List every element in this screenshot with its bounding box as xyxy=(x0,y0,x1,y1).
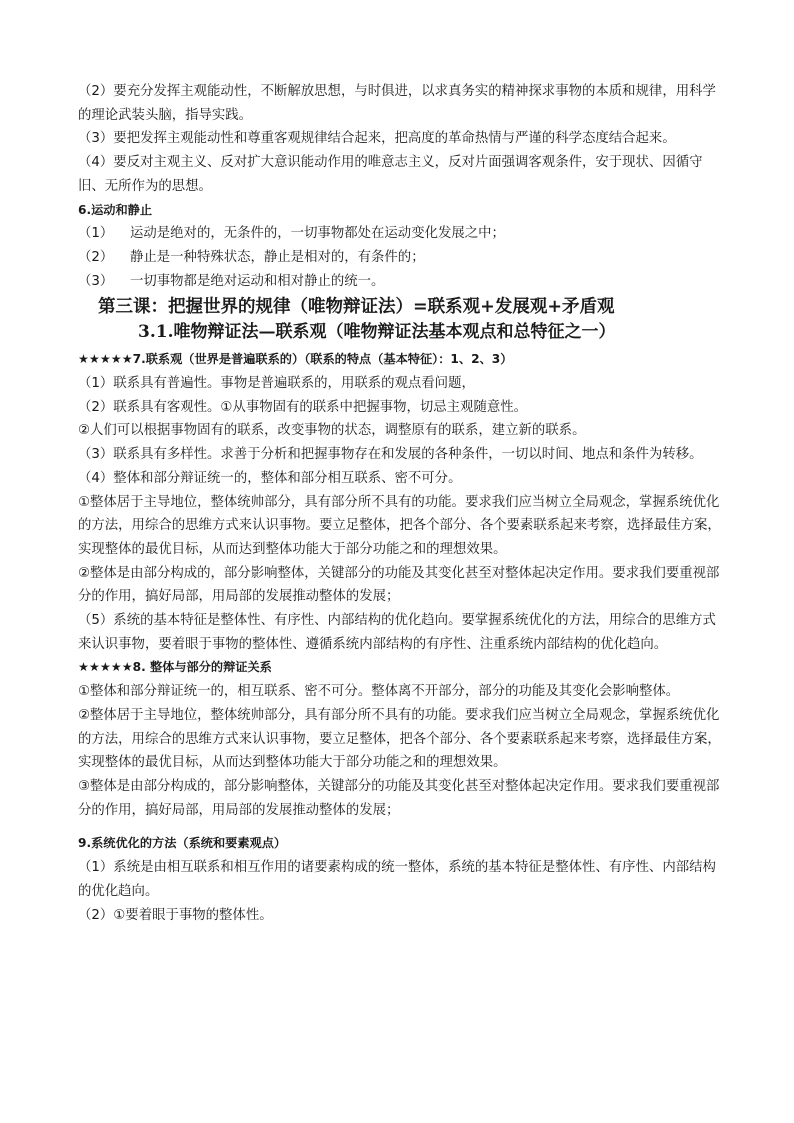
section-6-heading: 6.运动和静止 xyxy=(78,202,153,217)
intro-paragraph: （2）要充分发挥主观能动性，不断解放思想，与时俱进，以求真务实的精神探求事物的本质和规律，用科学的理论武装头脑，指导实践。 xyxy=(78,84,716,123)
item-text: 一切事物都是绝对运动和相对静止的统一。 xyxy=(130,273,385,289)
paragraph: （3）联系具有多样性。求善于分析和把握事物存在和发展的各种条件，一切以时间、地点和条件为转移。 xyxy=(78,447,703,463)
intro-paragraph: （3）要把发挥主观能动性和尊重客观规律结合起来，把高度的革命热情与严谨的科学态度结合起来。 xyxy=(78,131,676,147)
list-item xyxy=(78,246,728,270)
paragraph: ②人们可以根据事物固有的联系，改变事物的状态，调整原有的联系，建立新的联系。 xyxy=(78,423,586,439)
item-text: 运动是绝对的，无条件的，一切事物都处在运动变化发展之中； xyxy=(130,226,505,242)
list-item xyxy=(78,270,728,294)
paragraph: （4）整体和部分辩证统一的，整体和部分相互联系、密不可分。 xyxy=(78,470,462,486)
paragraph: ②整体居于主导地位，整体统帅部分，具有部分所不具有的功能。要求我们应当树立全局观念，掌握系统优化的方法，用综合的思维方式来认识事物，要立足整体，把各个部分、各个要素联系起来考察，选择最佳方案，实现整体的最优目标，从而达到整体功能大于部分功能之和的理想效果。 xyxy=(78,707,721,771)
paragraph: （1）系统是由相互联系和相互作用的诸要素构成的统一整体，系统的基本特征是整体性、有序性、内部结构的优化趋向。 xyxy=(78,860,716,899)
paragraph: （2）①要着眼于事物的整体性。 xyxy=(78,907,273,923)
section-9-heading: 9.系统优化的方法（系统和要素观点） xyxy=(78,836,287,851)
paragraph: ①整体和部分辩证统一的，相互联系、密不可分。整体离不开部分，部分的功能及其变化会影响整体。 xyxy=(78,684,680,700)
list-item xyxy=(78,222,728,246)
spacer xyxy=(78,822,728,832)
lesson-title: 第三课：把握世界的规律（唯物辩证法）=联系观+发展观+矛盾观 xyxy=(98,297,615,318)
paragraph: ③整体是由部分构成的，部分影响整体，关键部分的功能及其变化甚至对整体起决定作用。要求我们要重视部分的作用，搞好局部，用局部的发展推动整体的发展； xyxy=(78,778,720,818)
section-title: 3.1.唯物辩证法—联系观（唯物辩证法基本观点和总特征之一） xyxy=(138,322,616,343)
paragraph: （5）系统的基本特征是整体性、有序性、内部结构的优化趋向。要掌握系统优化的方法，用综合的思维方式来认识事物，要着眼于事物的整体性、遵循系统内部结构的有序性、注重系统内部结构的优化趋向。 xyxy=(78,613,716,652)
document-page xyxy=(78,80,728,927)
paragraph: ②整体是由部分构成的，部分影响整体，关键部分的功能及其变化甚至对整体起决定作用。要求我们要重视部分的作用，搞好局部，用局部的发展推动整体的发展； xyxy=(78,565,720,605)
paragraph: （2）联系具有客观性。①从事物固有的联系中把握事物，切忌主观随意性。 xyxy=(78,399,528,415)
intro-paragraph: （4）要反对主观主义、反对扩大意识能动作用的唯意志主义，反对片面强调客观条件，安于现状、因循守旧、无所作为的思想。 xyxy=(78,155,703,194)
paragraph: （1）联系具有普遍性。事物是普遍联系的，用联系的观点看问题， xyxy=(78,376,475,392)
item-number: （1） xyxy=(78,226,114,242)
item-number: （3） xyxy=(78,273,114,289)
section-7-heading: ★★★★★7.联系观（世界是普遍联系的）（联系的特点（基本特征）：1、2、3） xyxy=(78,352,513,367)
item-number: （2） xyxy=(78,249,114,265)
paragraph: ①整体居于主导地位，整体统帅部分，具有部分所不具有的功能。要求我们应当树立全局观念，掌握系统优化的方法，用综合的思维方式来认识事物。要立足整体，把各个部分、各个要素联系起来考察，选择最佳方案，实现整体的最优目标，从而达到整体功能大于部分功能之和的理想效果。 xyxy=(78,494,721,557)
item-text: 静止是一种特殊状态，静止是相对的，有条件的； xyxy=(130,249,425,265)
section-8-heading: ★★★★★8. 整体与部分的辩证关系 xyxy=(78,660,272,675)
